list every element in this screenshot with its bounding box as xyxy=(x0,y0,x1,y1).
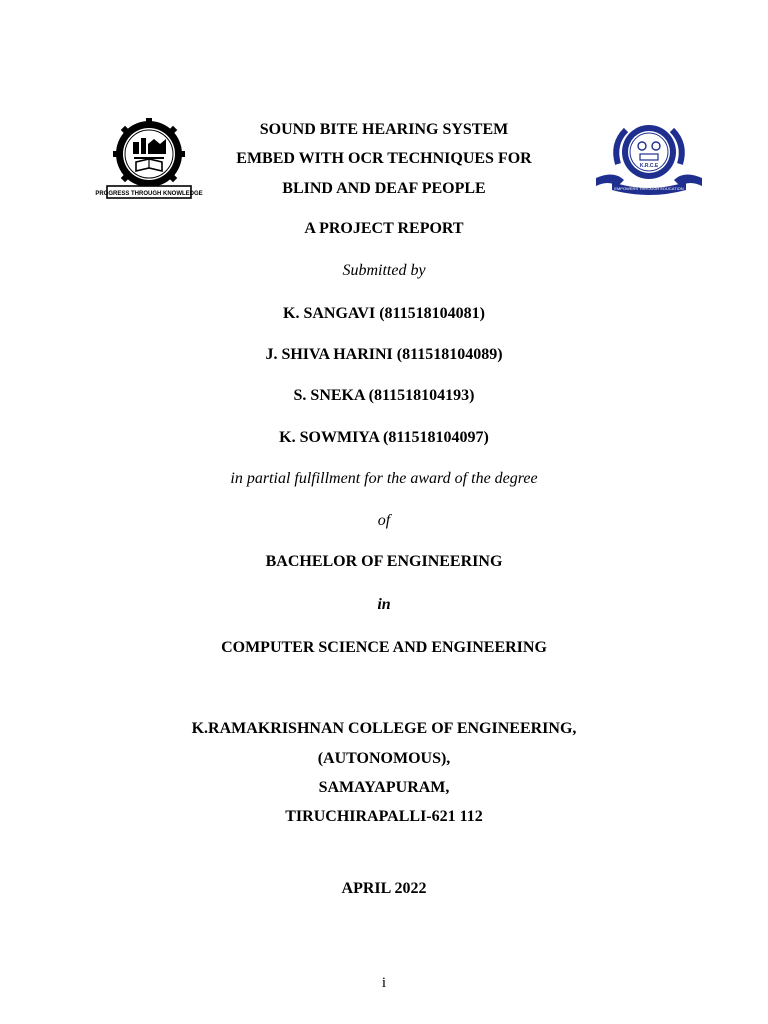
college-location: SAMAYAPURAM, xyxy=(318,779,450,796)
title-line-3: BLIND AND DEAF PEOPLE xyxy=(282,180,486,197)
college-status: (AUTONOMOUS), xyxy=(317,750,451,767)
college-name: K.RAMAKRISHNAN COLLEGE OF ENGINEERING, xyxy=(191,720,577,737)
student-1: K. SANGAVI (811518104081) xyxy=(283,305,485,322)
title-line-2: EMBED WITH OCR TECHNIQUES FOR xyxy=(236,150,532,167)
submitted-by: Submitted by xyxy=(342,262,426,279)
of-text: of xyxy=(377,512,391,529)
submission-date: APRIL 2022 xyxy=(341,880,427,897)
title-line-1: SOUND BITE HEARING SYSTEM xyxy=(259,121,509,138)
report-type: A PROJECT REPORT xyxy=(304,220,464,237)
degree: BACHELOR OF ENGINEERING xyxy=(265,553,503,570)
college-city: TIRUCHIRAPALLI-621 112 xyxy=(285,808,483,825)
anna-university-motto: PROGRESS THROUGH KNOWLEDGE xyxy=(95,191,203,197)
page-number: i xyxy=(381,975,387,991)
student-2: J. SHIVA HARINI (811518104089) xyxy=(265,346,503,363)
branch: COMPUTER SCIENCE AND ENGINEERING xyxy=(221,639,547,656)
krce-logo-text: K.R.C.E xyxy=(639,163,659,169)
krce-logo-motto: EMPOWERS THROUGH EDUCATION xyxy=(614,186,684,191)
student-3: S. SNEKA (811518104193) xyxy=(293,387,475,404)
fulfillment-text: in partial fulfillment for the award of the degree xyxy=(230,470,538,487)
in-text: in xyxy=(377,596,391,613)
student-4: K. SOWMIYA (811518104097) xyxy=(279,429,489,446)
